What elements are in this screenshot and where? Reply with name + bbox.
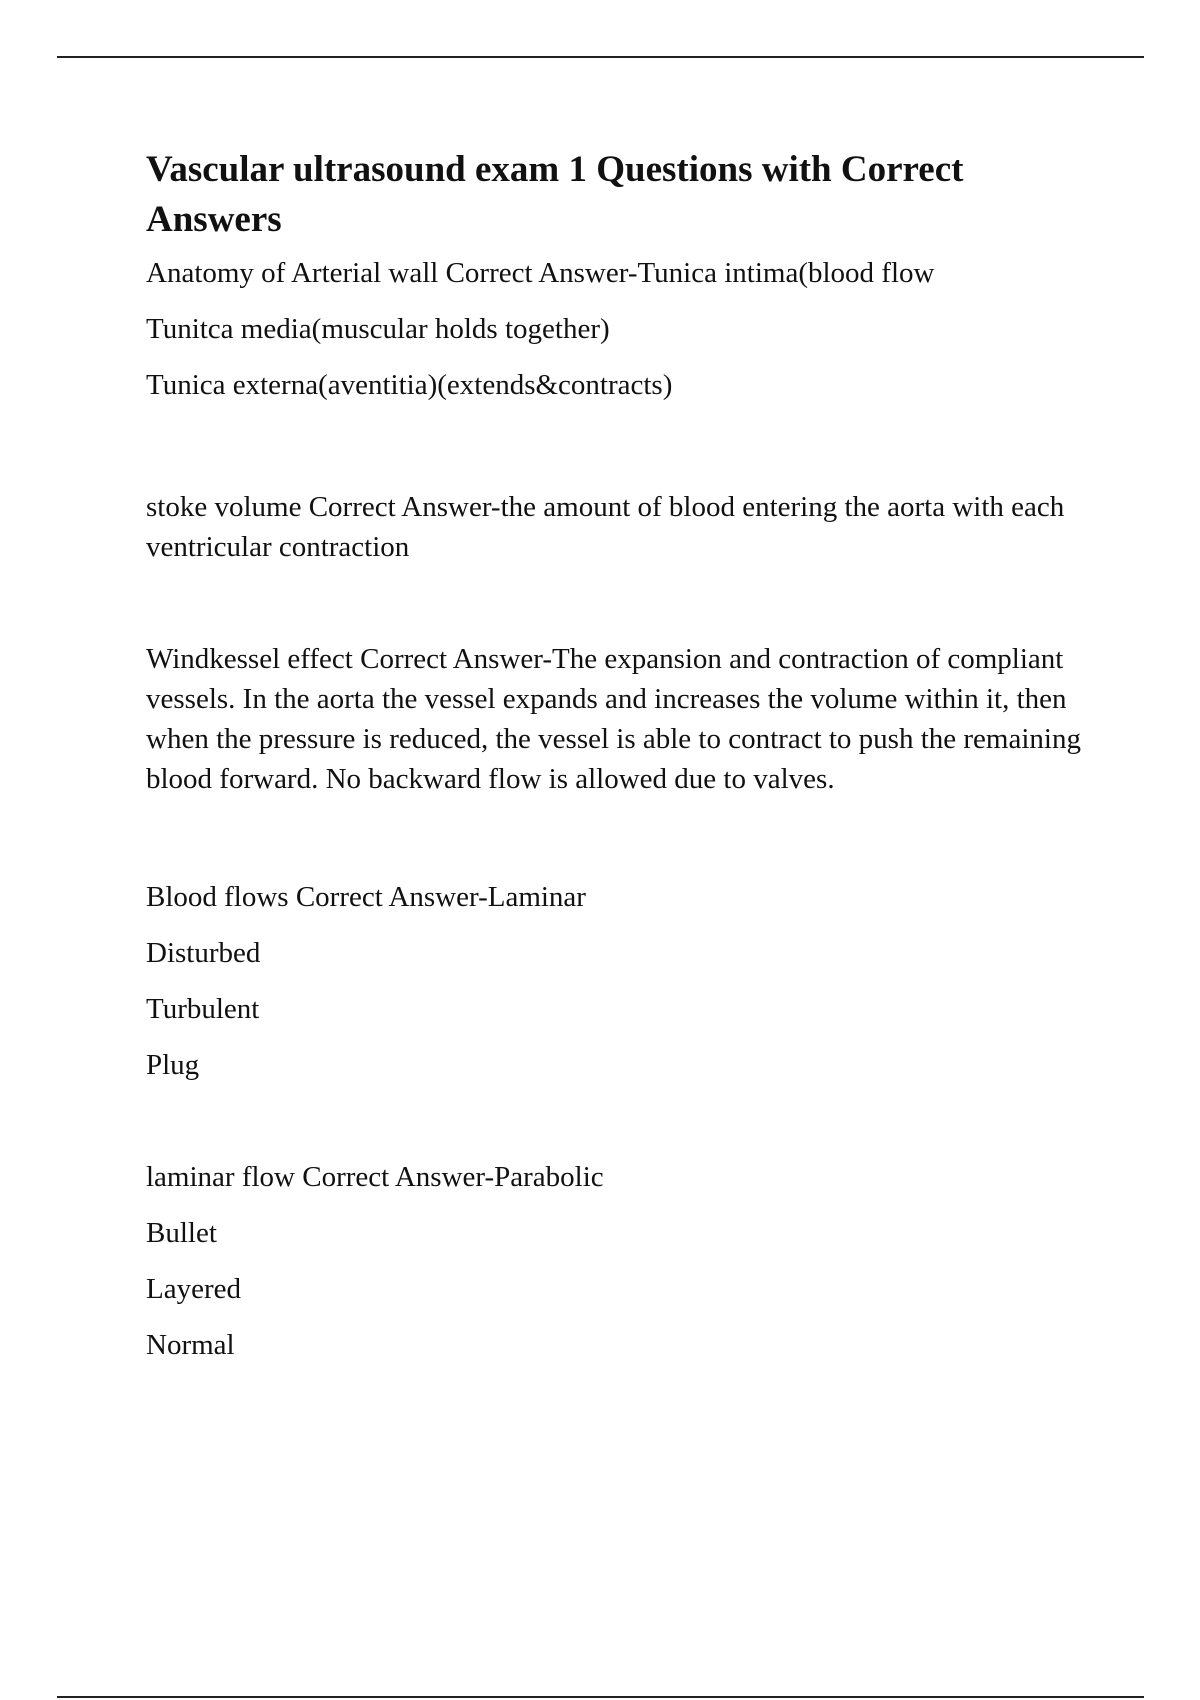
- entry-line: Blood flows Correct Answer-Laminar: [146, 881, 586, 913]
- entry-paragraph: stoke volume Correct Answer-the amount of blood entering the aorta with each ventricular contraction: [146, 491, 1065, 563]
- entry-paragraph: Windkessel effect Correct Answer-The expansion and contraction of compliant vessels. In the aorta the vessel expands and increases the volume within it, then when the pressure is reduced, the vessel is able to contract to push the remaining blood forward. No backward flow is allowed due to valves.: [146, 643, 1081, 795]
- entry-blood-flows: [146, 869, 1086, 1093]
- document-title: Vascular ultrasound exam 1 Questions with Correct Answers: [146, 149, 964, 240]
- entry-stroke-volume: [146, 487, 1086, 567]
- entry-line: Bullet: [146, 1217, 217, 1249]
- entry-line: Tunica externa(aventitia)(extends&contracts): [146, 369, 673, 401]
- document-body: [146, 145, 1086, 1373]
- entry-line: Normal: [146, 1329, 235, 1361]
- entry-arterial-wall: [146, 245, 1086, 413]
- entry-windkessel-effect: [146, 639, 1086, 799]
- entry-line: Layered: [146, 1273, 241, 1305]
- top-divider: [57, 56, 1144, 58]
- entry-line: Plug: [146, 1049, 200, 1081]
- entry-laminar-flow: [146, 1149, 1086, 1373]
- entry-line: Anatomy of Arterial wall Correct Answer-Tunica intima(blood flow: [146, 257, 935, 289]
- entry-line: laminar flow Correct Answer-Parabolic: [146, 1161, 604, 1193]
- entry-line: Turbulent: [146, 993, 260, 1025]
- bottom-divider: [57, 1696, 1144, 1698]
- entry-line: Disturbed: [146, 937, 261, 969]
- entry-line: Tunitca media(muscular holds together): [146, 313, 610, 345]
